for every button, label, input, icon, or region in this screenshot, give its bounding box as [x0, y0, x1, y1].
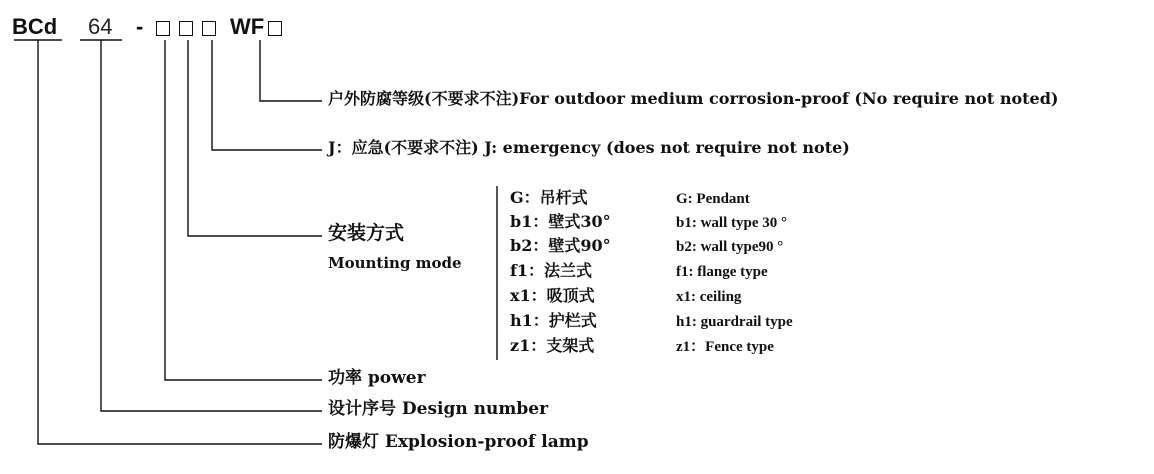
option-en: z1：Fence type — [676, 339, 774, 355]
option-en: f1: flange type — [676, 264, 768, 280]
emergency-box — [202, 21, 216, 36]
option-en: b2: wall type90 ° — [676, 239, 784, 255]
option-cn: G：吊杆式 — [510, 188, 588, 207]
option-cn: f1：法兰式 — [510, 261, 593, 280]
option-en: h1: guardrail type — [676, 314, 793, 330]
power-box — [156, 21, 170, 36]
code-dash: - — [136, 14, 144, 39]
outdoor-box — [268, 21, 282, 36]
outdoor-box-wrap — [268, 21, 282, 39]
label-mounting-en: Mounting mode — [328, 254, 462, 272]
mounting-box — [179, 21, 193, 36]
option-en: x1: ceiling — [676, 289, 742, 305]
label-power: 功率 power — [328, 368, 426, 388]
code-prefix: BCd — [12, 14, 58, 39]
line-outdoor — [260, 40, 322, 101]
label-design: 设计序号 Design number — [328, 399, 549, 419]
label-lamp: 防爆灯 Explosion-proof lamp — [328, 432, 589, 452]
option-cn: x1：吸顶式 — [510, 286, 595, 305]
option-cn: z1：支架式 — [510, 336, 595, 355]
code-suffix: WF — [230, 14, 265, 39]
option-cn: b2：壁式90° — [510, 236, 611, 255]
option-en: G: Pendant — [676, 191, 750, 207]
option-en: b1: wall type 30 ° — [676, 215, 787, 231]
option-cn: b1：壁式30° — [510, 212, 611, 231]
line-emergency — [212, 40, 322, 150]
label-mounting-cn: 安装方式 — [328, 222, 405, 244]
label-outdoor: 户外防腐等级(不要求不注)For outdoor medium corrosion-proof (No require not noted) — [328, 89, 1059, 108]
code-boxes — [156, 21, 216, 39]
line-mounting — [188, 40, 322, 236]
code-design-number: 64 — [88, 14, 113, 39]
option-cn: h1：护栏式 — [510, 311, 597, 330]
label-emergency: J：应急(不要求不注) J: emergency (does not require not note) — [328, 138, 850, 157]
